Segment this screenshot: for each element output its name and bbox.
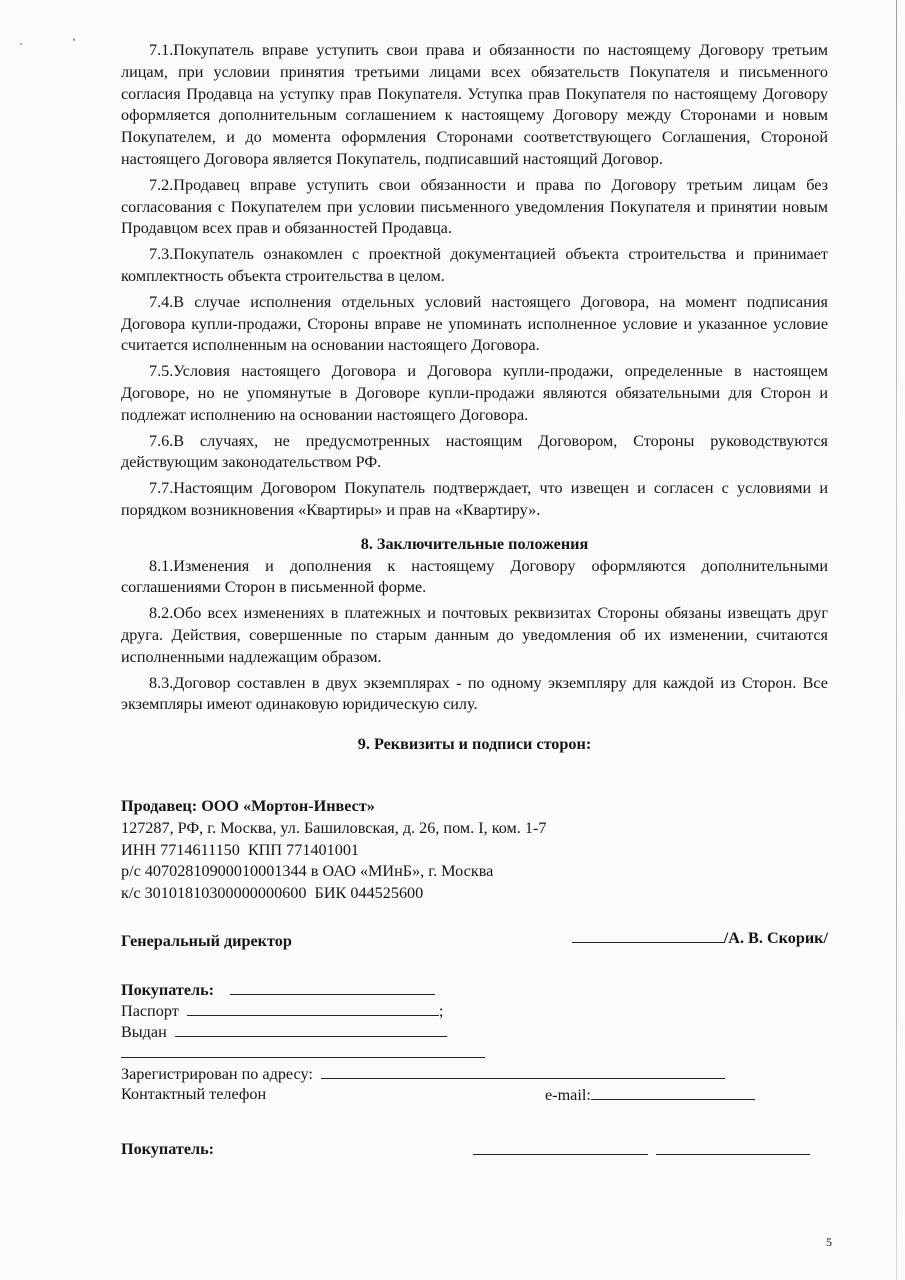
passport-end: ; <box>438 1001 444 1020</box>
phone-label: Контактный телефон <box>121 1084 267 1103</box>
scan-speck <box>20 43 22 45</box>
clause-7-3: 7.3.Покупатель ознакомлен с проектной документацией объекта строительства и принимает комплектность объекта строительства в целом. <box>121 245 828 285</box>
scan-speck <box>73 38 75 41</box>
seller-signature-row <box>121 927 828 949</box>
clause-8-1: 8.1.Изменения и дополнения к настоящему Договору оформляются дополнительными соглашениями Сторон в письменной форме. <box>121 556 828 597</box>
seller-address: 127287, РФ, г. Москва, ул. Башиловская, д. 26, пом. I, ком. 1-7 <box>121 818 547 837</box>
clause-7-6: 7.6.В случаях, не предусмотренных настоящим Договором, Стороны руководствуются действующим законодательством РФ. <box>121 431 828 472</box>
buyer-details <box>121 979 828 1105</box>
signature-line <box>572 927 724 943</box>
seller-details <box>121 796 828 905</box>
clause-7-4: 7.4.В случае исполнения отдельных условий настоящего Договора, на момент подписания Договора купли-продажи, Стороны вправе не упоминать исполненное условие и указанное условие считается исполненным на основании настоящего Договора. <box>121 292 828 355</box>
buyer-name-line <box>230 979 435 995</box>
signatory-name: /А. В. Скорик/ <box>723 928 828 947</box>
section-9-heading: 9. Реквизиты и подписи сторон: <box>357 735 592 754</box>
issued-continuation-line <box>121 1042 485 1058</box>
issued-label: Выдан <box>121 1022 167 1041</box>
seller-name: Продавец: ООО «Мортон-Инвест» <box>121 796 375 815</box>
clause-8-3: 8.3.Договор составлен в двух экземплярах - по одному экземпляру для каждой из Сторон. Все экземпляры имеют одинаковую юридическую силу. <box>121 673 828 714</box>
buyer-signature-row <box>121 1139 828 1163</box>
registered-line <box>321 1063 725 1079</box>
page-number: 5 <box>826 1235 832 1249</box>
registered-label: Зарегистрирован по адресу: <box>121 1064 313 1083</box>
seller-account: р/с 40702810900010001344 в ОАО «МИнБ», г. Москва <box>121 862 494 881</box>
section-8-heading: 8. Заключительные положения <box>360 534 589 553</box>
document-body <box>121 40 828 1163</box>
buyer-name-signature-line <box>656 1139 810 1155</box>
email-line <box>591 1084 755 1100</box>
signature-block <box>572 927 828 950</box>
clause-7-7: 7.7.Настоящим Договором Покупатель подтверждает, что извещен и согласен с условиями и порядком возникновения «Квартиры» и прав на «Квартиру». <box>121 479 828 519</box>
issued-line <box>175 1021 447 1037</box>
signatory-position: Генеральный директор <box>121 931 292 950</box>
clause-7-5: 7.5.Условия настоящего Договора и Договора купли-продажи, определенные в настоящем Договоре, но не упомянутые в Договоре купли-продажи являются обязательными для Сторон и подлежат исполнению на основании настоящего Договора. <box>121 362 828 424</box>
email-label: e-mail: <box>545 1085 591 1104</box>
seller-inn-kpp: ИНН 7714611150 КПП 771401001 <box>121 840 360 859</box>
passport-label: Паспорт <box>121 1001 179 1020</box>
seller-corr-bik: к/с 30101810300000000600 БИК 044525600 <box>121 884 424 903</box>
scan-edge-line <box>896 0 897 1280</box>
buyer-final-label: Покупатель: <box>121 1139 215 1158</box>
buyer-title: Покупатель: <box>121 980 215 999</box>
clause-7-1: 7.1.Покупатель вправе уступить свои права и обязанности по настоящему Договору третьим лицам, при условии принятия третьими лицами всех обязательств Покупателя и письменного согласия Продавца на уступку прав Покупателя. Уступка прав Покупателя по настоящему Договору оформляется дополнительным соглашением к настоящему Договору между Сторонами и новым Покупателем, и до момента оформления Сторонами соответствующего Соглашения, Стороной настоящего Договора является Покупатель, подписавший настоящий Договор. <box>121 41 828 168</box>
passport-line <box>187 1000 439 1016</box>
clause-7-2: 7.2.Продавец вправе уступить свои обязанности и права по Договору третьим лицам без согласования с Покупателем при условии письменного уведомления Покупателя и принятии новым Продавцом всех прав и обязанностей Продавца. <box>121 175 828 238</box>
clause-8-2: 8.2.Обо всех изменениях в платежных и почтовых реквизитах Стороны обязаны извещать друг друга. Действия, совершенные по старым данным до уведомления об их изменении, считаются исполненными надлежащим образом. <box>121 604 828 666</box>
buyer-signature-line <box>473 1139 648 1155</box>
